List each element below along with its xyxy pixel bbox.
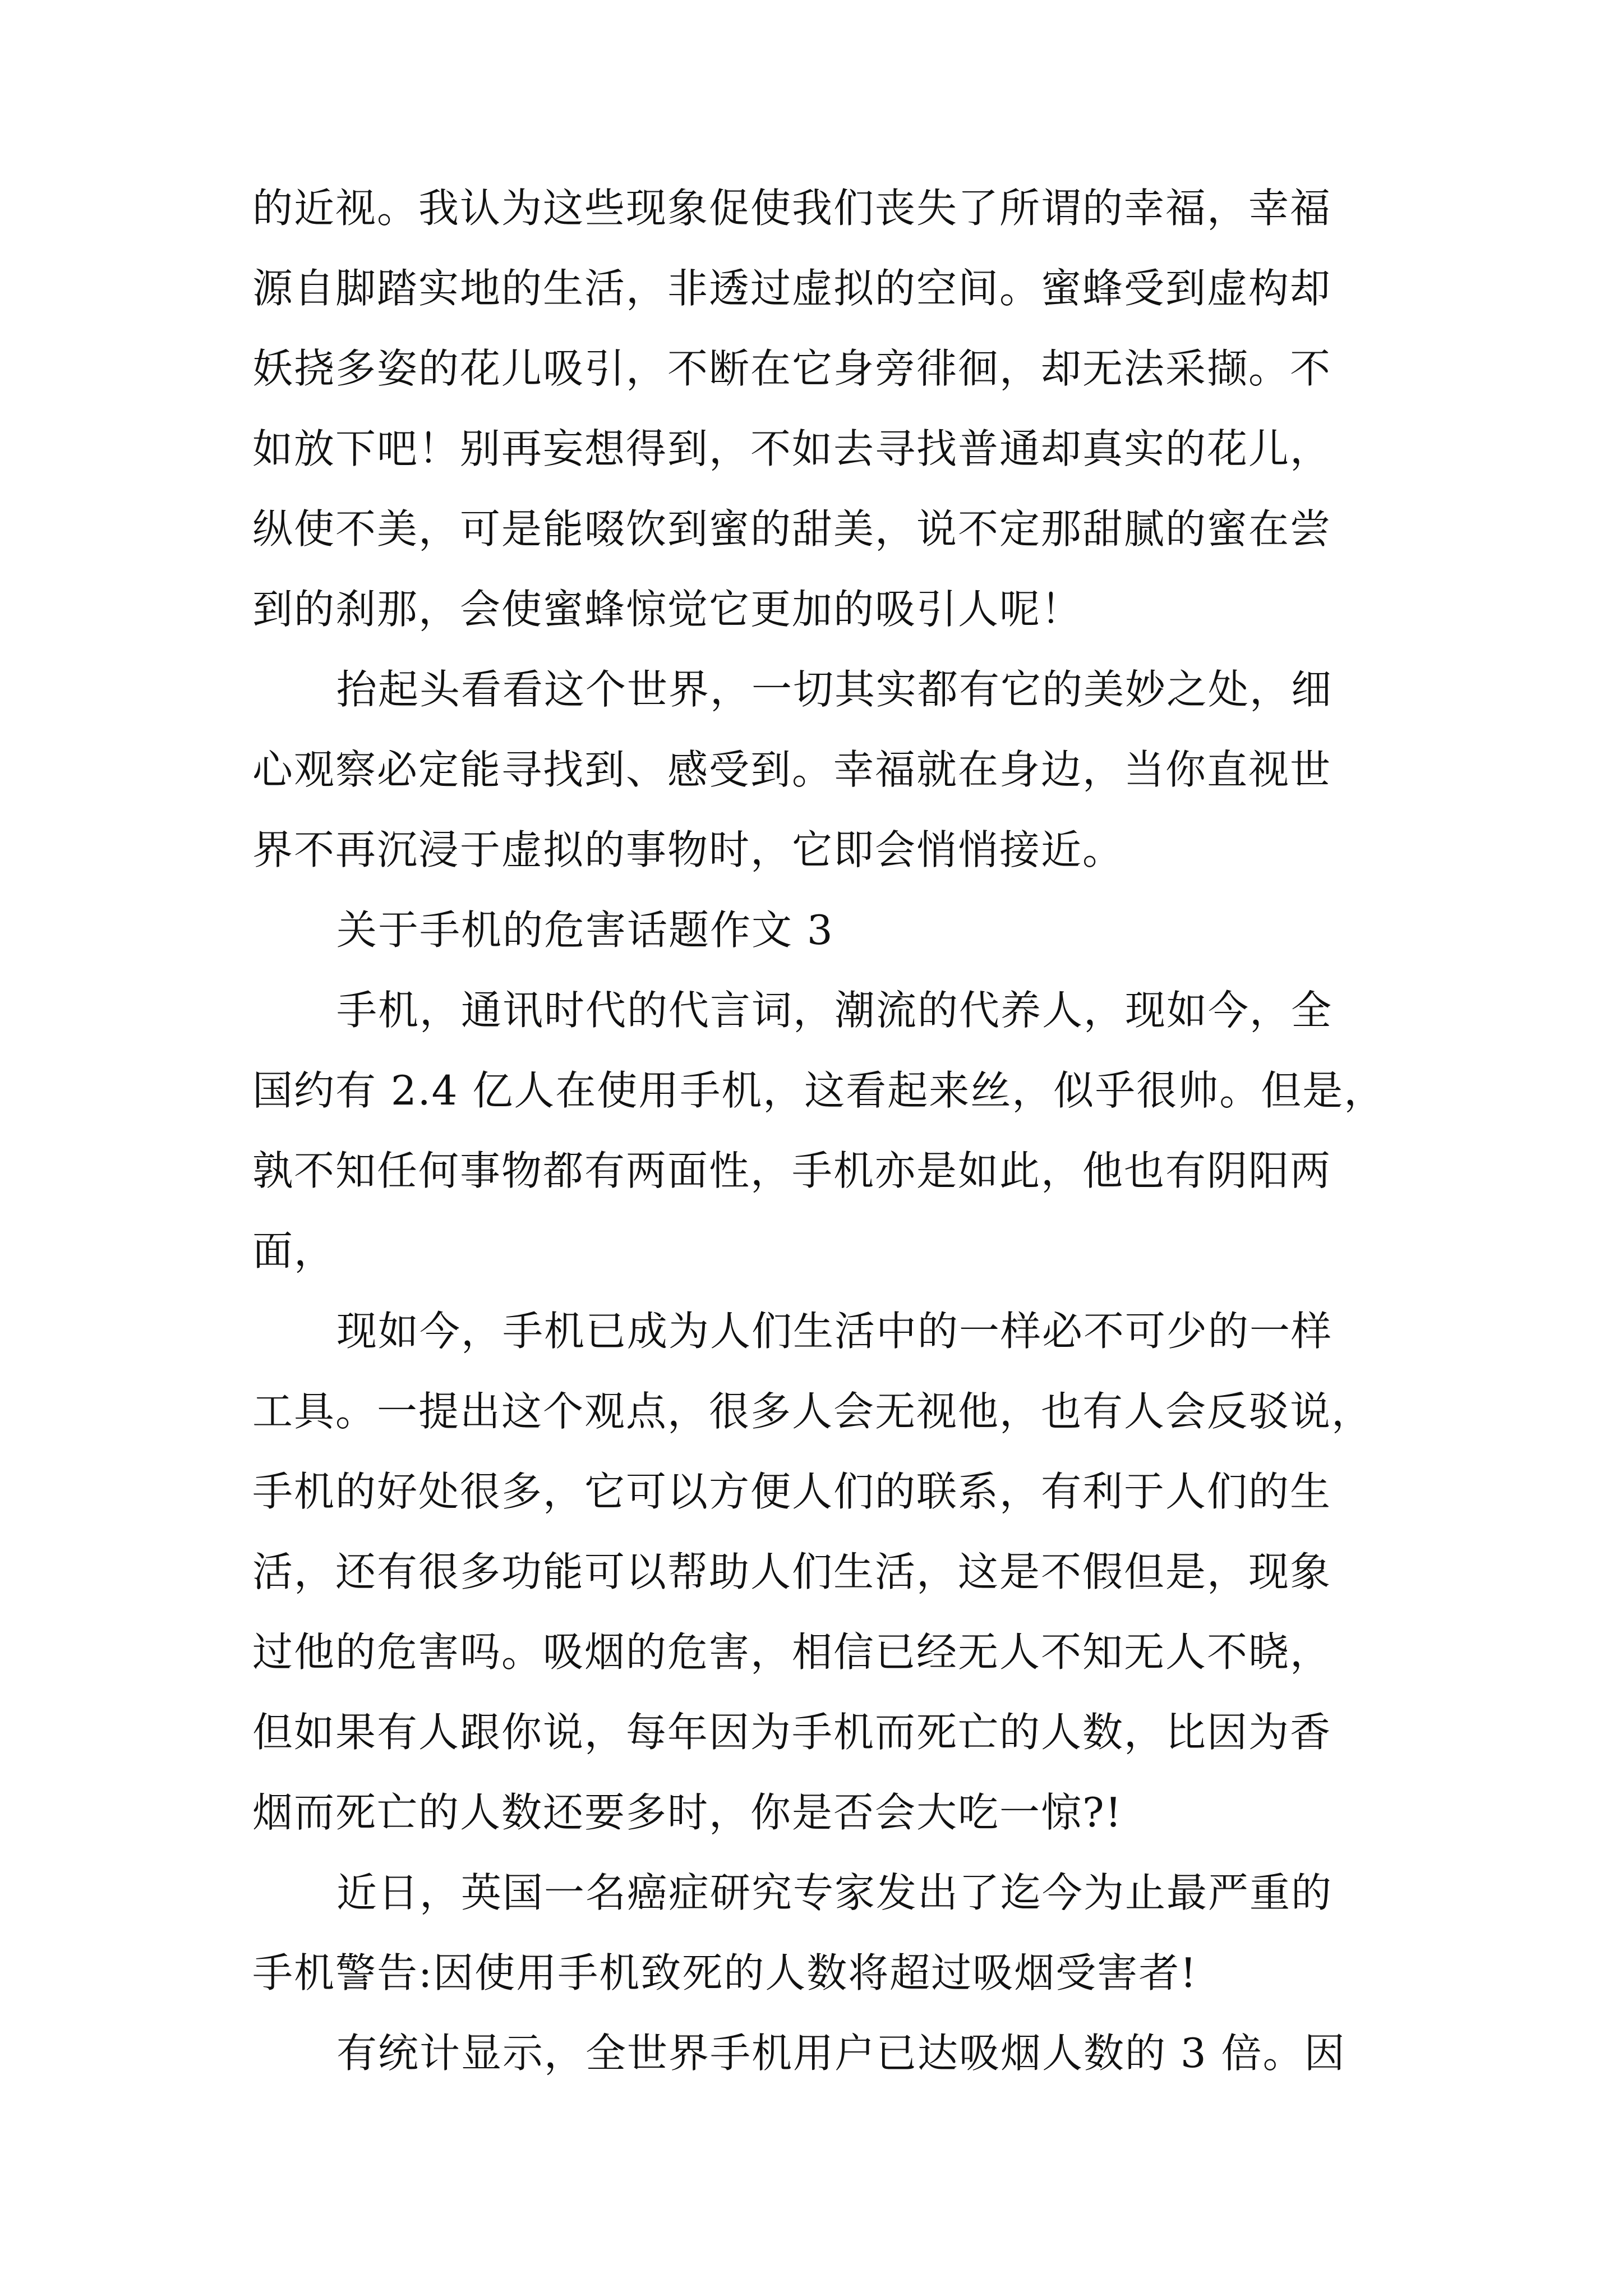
text-line-11: 手机，通讯时代的代言词，潮流的代养人，现如今，全 — [336, 987, 1333, 1034]
text-line-24: 有统计显示，全世界手机用户已达吸烟人数的 3 倍。因 — [336, 2030, 1346, 2077]
text-line-19: 过他的危害吗。吸烟的危害，相信已经无人不知无人不晓， — [252, 1628, 1332, 1676]
text-line-5: 纵使不美，可是能啜饮到蜜的甜美，说不定那甜腻的蜜在尝 — [252, 505, 1332, 553]
section-heading: 关于手机的危害话题作文 3 — [336, 907, 834, 954]
text-line-8: 心观察必定能寻找到、感受到。幸福就在身边，当你直视世 — [252, 746, 1332, 793]
text-line-6: 到的刹那，会使蜜蜂惊觉它更加的吸引人呢！ — [252, 586, 1083, 633]
text-line-13: 孰不知任何事物都有两面性，手机亦是如此，他也有阴阳两 — [252, 1147, 1332, 1194]
text-line-15: 现如今，手机已成为人们生活中的一样必不可少的一样 — [336, 1308, 1333, 1355]
text-line-7: 抬起头看看这个世界，一切其实都有它的美妙之处，细 — [336, 666, 1333, 713]
text-line-23: 手机警告:因使用手机致死的人数将超过吸烟受害者! — [252, 1949, 1198, 1996]
text-line-4: 如放下吧！别再妄想得到，不如去寻找普通却真实的花儿， — [252, 425, 1332, 472]
text-line-21: 烟而死亡的人数还要多时，你是否会大吃一惊?! — [252, 1789, 1123, 1836]
text-line-16: 工具。一提出这个观点，很多人会无视他，也有人会反驳说， — [252, 1388, 1373, 1435]
document-body — [252, 168, 1396, 2093]
text-line-18: 活，还有很多功能可以帮助人们生活，这是不假但是，现象 — [252, 1548, 1332, 1595]
text-line-9: 界不再沉浸于虚拟的事物时，它即会悄悄接近。 — [252, 826, 1124, 873]
text-line-3: 妖挠多姿的花儿吸引，不断在它身旁徘徊，却无法采撷。不 — [252, 345, 1332, 392]
text-line-1: 的近视。我认为这些现象促使我们丧失了所谓的幸福，幸福 — [252, 185, 1332, 232]
text-line-12: 国约有 2.4 亿人在使用手机，这看起来丝，似乎很帅。但是， — [252, 1067, 1386, 1114]
text-line-20: 但如果有人跟你说，每年因为手机而死亡的人数，比因为香 — [252, 1709, 1332, 1756]
text-line-17: 手机的好处很多，它可以方便人们的联系，有利于人们的生 — [252, 1468, 1332, 1515]
text-line-14: 面， — [252, 1227, 336, 1274]
text-line-2: 源自脚踏实地的生活，非透过虚拟的空间。蜜蜂受到虚构却 — [252, 265, 1332, 312]
text-line-22: 近日，英国一名癌症研究专家发出了迄今为止最严重的 — [336, 1869, 1333, 1916]
